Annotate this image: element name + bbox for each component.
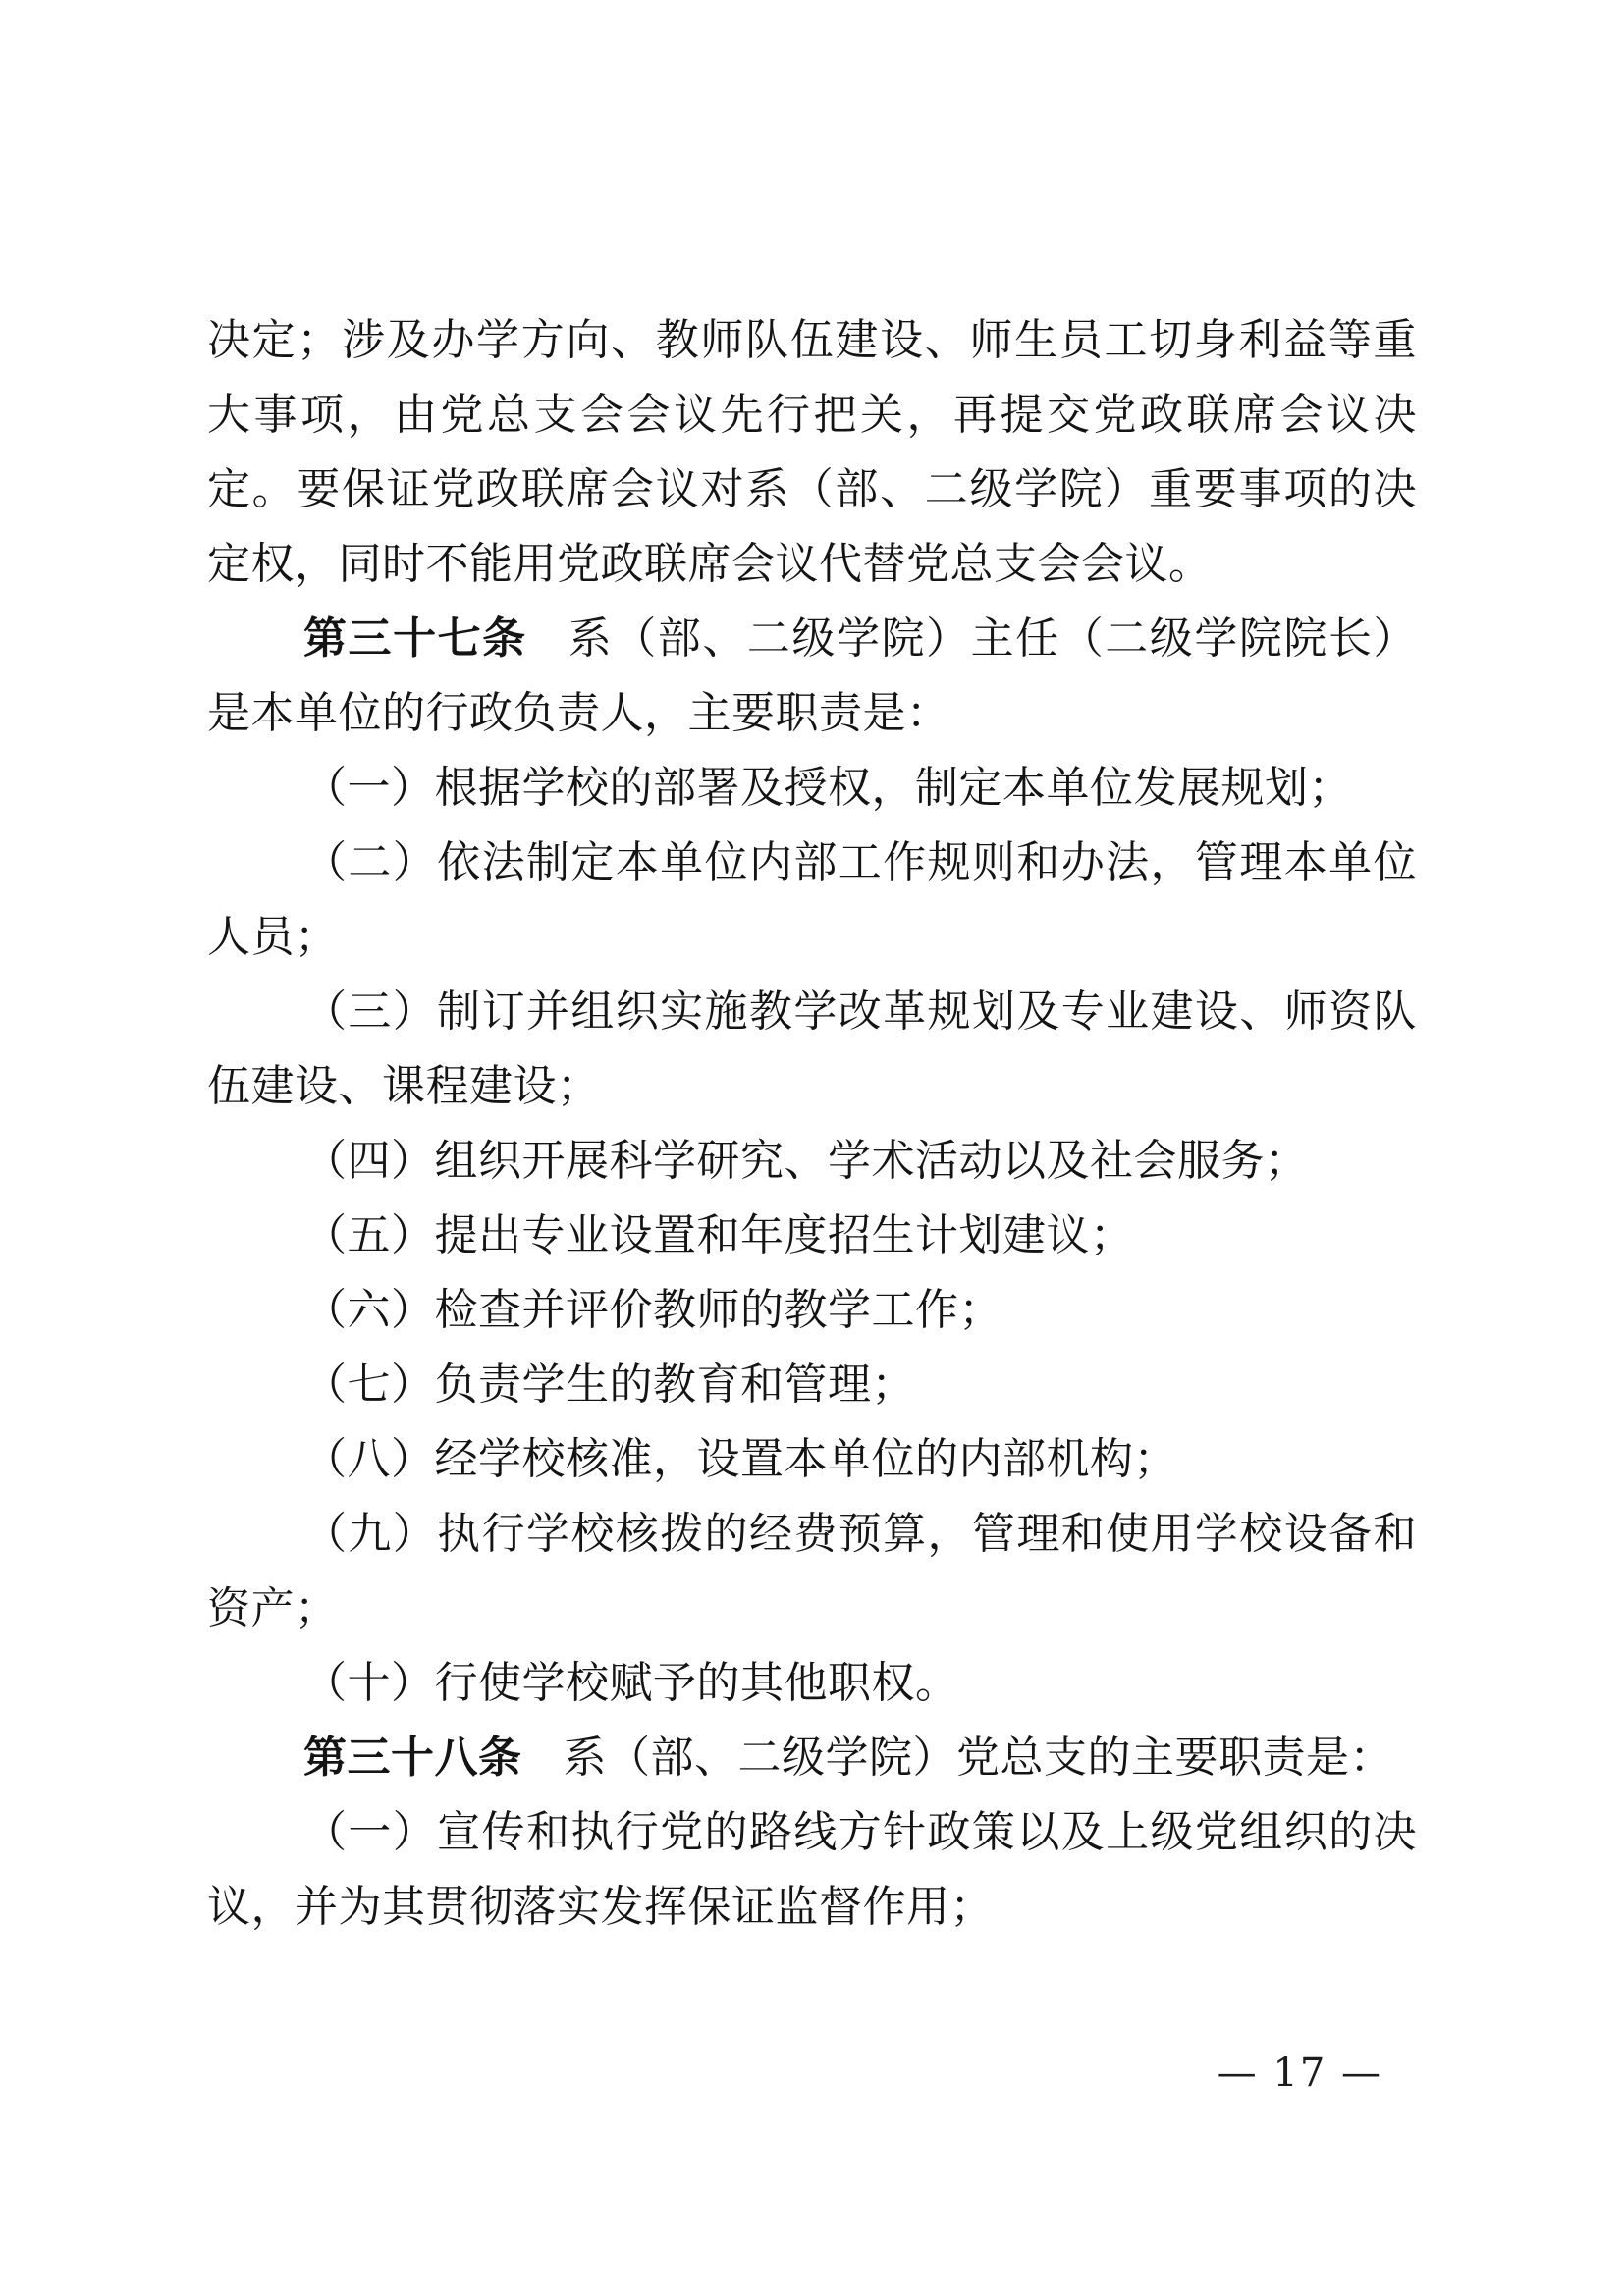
article-38-text: 系（部、二级学院）党总支的主要职责是： [563, 1733, 1393, 1783]
item-37-8: （八）经学校核准，设置本单位的内部机构； [303, 1434, 1177, 1484]
item-37-3: （三）制订并组织实施教学改革规划及专业建设、师资队伍建设、课程建设； [207, 987, 1417, 1111]
item-37-5: （五）提出专业设置和年度招生计划建议； [303, 1210, 1134, 1260]
item-37-7: （七）负责学生的教育和管理； [303, 1360, 915, 1410]
item-37-6: （六）检查并评价教师的教学工作； [303, 1285, 1002, 1335]
item-37-9: （九）执行学校核拨的经费预算，管理和使用学校设备和资产； [207, 1509, 1417, 1633]
item-37-1: （一）根据学校的部署及授权，制定本单位发展规划； [303, 763, 1352, 813]
item-37-4: （四）组织开展科学研究、学术活动以及社会服务； [303, 1136, 1309, 1186]
page-number: — 17 — [1217, 2051, 1382, 2096]
item-38-1: （一）宣传和执行党的路线方针政策以及上级党组织的决议，并为其贯彻落实发挥保证监督作用； [207, 1807, 1417, 1932]
item-37-2: （二）依法制定本单位内部工作规则和办法，管理本单位人员； [207, 837, 1417, 962]
item-37-10: （十）行使学校赋予的其他职权。 [303, 1658, 959, 1708]
article-38-heading: 第三十八条 [303, 1733, 522, 1783]
paragraph-article-38 [207, 1721, 1417, 1795]
paragraph-continuation: 决定；涉及办学方向、教师队伍建设、师生员工切身利益等重大事项，由党总支会会议先行把关，再提交党政联席会议决定。要保证党政联席会议对系（部、二级学院）重要事项的决定权，同时不能用党政联席会议代替党总支会会议。 [207, 315, 1417, 589]
document-body [207, 303, 1417, 1945]
article-37-text: 系（部、二级学院）主任（二级学院院长）是本单位的行政负责人，主要职责是： [207, 614, 1417, 738]
article-37-heading: 第三十七条 [303, 614, 527, 664]
paragraph-article-37 [207, 602, 1417, 751]
